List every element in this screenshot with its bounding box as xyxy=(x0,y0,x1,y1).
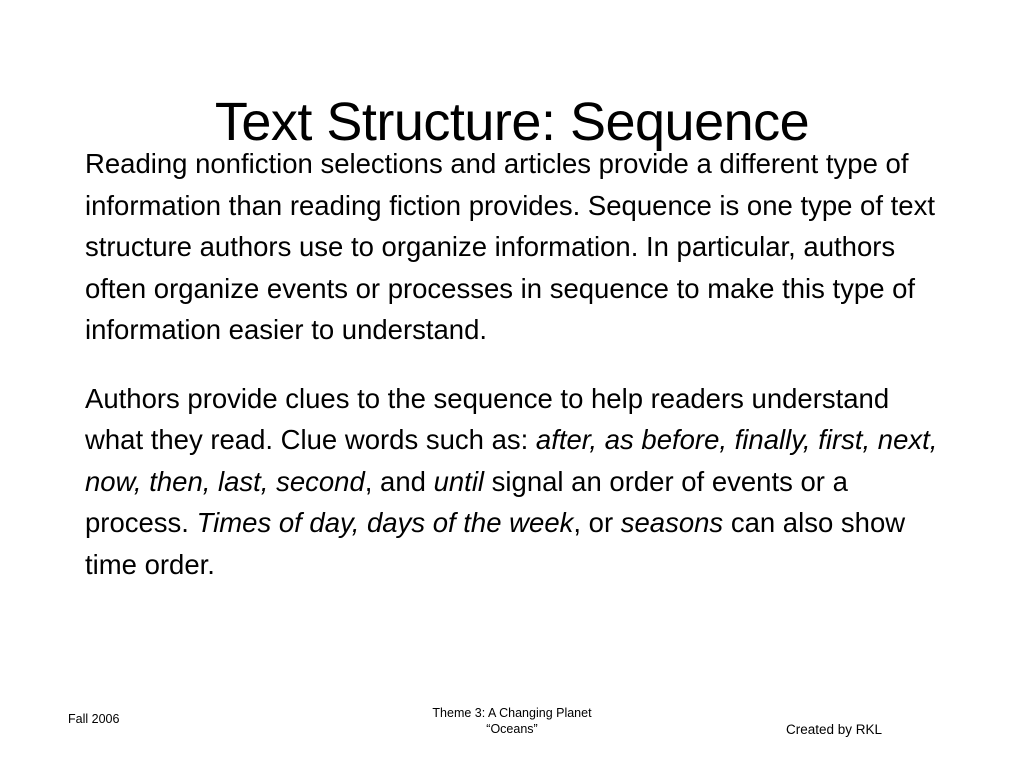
body-paragraph-1 xyxy=(85,143,945,351)
slide-body xyxy=(85,143,945,585)
footer-left-text: Fall 2006 xyxy=(68,712,120,726)
text-run: until xyxy=(433,465,485,497)
footer-right-text: Created by RKL xyxy=(786,722,883,737)
body-paragraph-2 xyxy=(85,378,945,586)
page-title: Text Structure: Sequence xyxy=(214,92,810,153)
text-run: can also show time order. xyxy=(85,507,906,580)
text-run: Reading nonfiction selections and articles provide a different type of information than reading fiction provides. Sequence is one type of text structure authors use to organize information. In particular, authors often organize events or processes in sequence to make this type of information easier to understand. xyxy=(85,148,935,346)
text-run: seasons xyxy=(620,507,724,539)
footer-center-text xyxy=(362,705,662,738)
text-run: , and xyxy=(364,465,434,497)
text-run: signal an order of events or a process. xyxy=(85,465,848,539)
text-run: Times of day, days of the week xyxy=(196,507,574,539)
footer-center-line-1: Theme 3: A Changing Planet xyxy=(432,706,592,720)
text-run: after, as before, finally, first, next, now, then, last, second xyxy=(85,424,938,497)
text-run: Authors provide clues to the sequence to help readers understand what they read. Clue words such as: xyxy=(85,382,890,456)
footer-center-line-2: “Oceans” xyxy=(486,722,538,737)
text-run: , or xyxy=(573,507,621,539)
